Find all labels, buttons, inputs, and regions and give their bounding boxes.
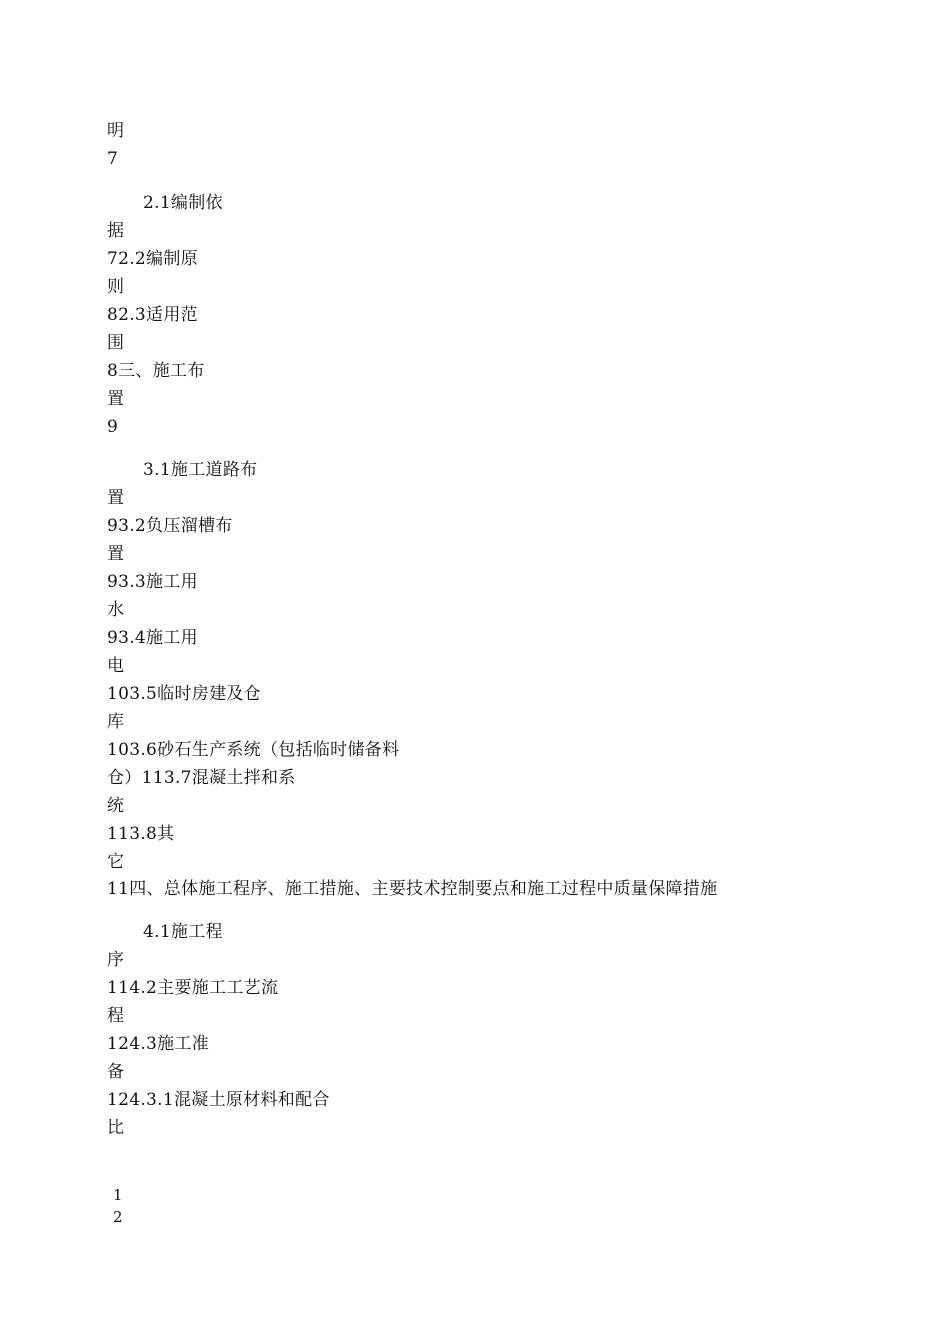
toc-line: 电 [107, 656, 125, 676]
toc-line: 93.2负压溜槽布 [107, 516, 233, 536]
toc-line: 程 [107, 1006, 125, 1026]
toc-line: 则 [107, 277, 125, 297]
toc-line: 124.3.1混凝土原材料和配合 [107, 1090, 330, 1110]
toc-line: 7 [107, 149, 119, 169]
toc-line: 统 [107, 796, 125, 816]
toc-line: 114.2主要施工工艺流 [107, 978, 279, 998]
toc-line: 82.3适用范 [107, 305, 198, 325]
page-number-line-1: 1 [113, 1186, 123, 1204]
toc-line: 置 [107, 544, 125, 564]
toc-line: 序 [107, 950, 125, 970]
toc-line: 水 [107, 600, 125, 620]
toc-line: 3.1施工道路布 [143, 460, 258, 480]
toc-line: 置 [107, 488, 125, 508]
toc-line: 据 [107, 221, 125, 241]
toc-line: 11四、总体施工程序、施工措施、主要技术控制要点和施工过程中质量保障措施 [107, 879, 718, 899]
toc-line: 置 [107, 389, 125, 409]
toc-line: 72.2编制原 [107, 249, 198, 269]
toc-line: 113.8其 [107, 824, 175, 844]
toc-line: 2.1编制依 [143, 193, 223, 213]
toc-line: 9 [107, 417, 119, 437]
toc-line: 它 [107, 852, 125, 872]
toc-line: 围 [107, 333, 125, 353]
toc-line: 103.5临时房建及仓 [107, 684, 261, 704]
toc-line: 库 [107, 712, 125, 732]
toc-line: 备 [107, 1062, 125, 1082]
toc-line: 仓）113.7混凝土拌和系 [107, 768, 296, 788]
toc-line: 8三、施工布 [107, 361, 205, 381]
toc-line: 比 [107, 1118, 125, 1138]
toc-line: 124.3施工准 [107, 1034, 210, 1054]
toc-line: 明 [107, 121, 125, 141]
toc-line: 93.4施工用 [107, 628, 198, 648]
toc-line: 103.6砂石生产系统（包括临时储备料 [107, 740, 400, 760]
toc-line: 93.3施工用 [107, 572, 198, 592]
toc-line: 4.1施工程 [143, 922, 223, 942]
page-number-line-2: 2 [113, 1208, 123, 1226]
